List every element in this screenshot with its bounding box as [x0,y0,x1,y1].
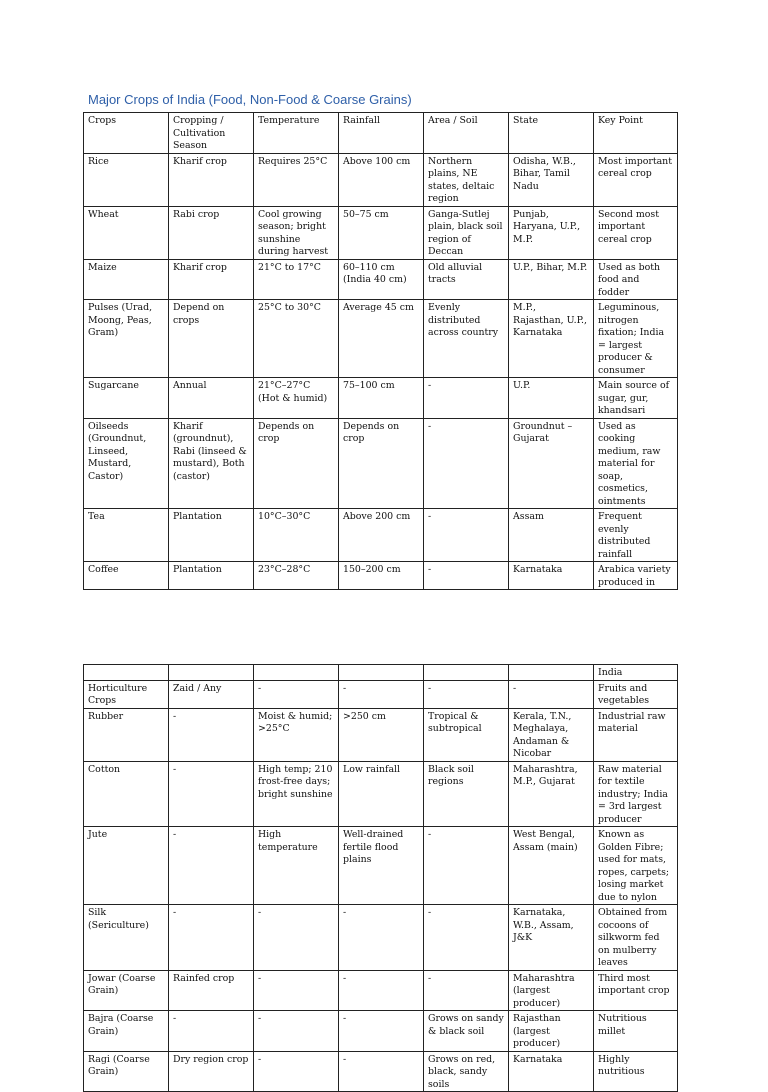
table-cell: Annual [169,378,254,419]
table-cell: Third most important crop [594,970,678,1011]
table-cell: Jowar (Coarse Grain) [84,970,169,1011]
table-row [84,970,678,1011]
table-row [84,665,678,681]
table-cell: - [339,1011,424,1052]
table-cell: - [424,680,509,708]
table-row [84,708,678,761]
table-cell: Plantation [169,562,254,590]
table-cell: Leguminous, nitrogen fixation; India = largest producer & consumer [594,300,678,378]
table-cell: Maharashtra, M.P., Gujarat [509,761,594,827]
table-cell: Depend on crops [169,300,254,378]
table-cell: Nutritious millet [594,1011,678,1052]
table-row [84,300,678,378]
table-cell [254,665,339,681]
table-cell: - [424,378,509,419]
table-cell: High temperature [254,827,339,905]
table-row [84,761,678,827]
crops-table-page2 [83,664,678,1092]
table-cell: - [254,1011,339,1052]
table-cell: West Bengal, Assam (main) [509,827,594,905]
table-cell: Zaid / Any [169,680,254,708]
table-row [84,418,678,509]
table-cell: Rice [84,153,169,206]
table-row [84,680,678,708]
table-cell: - [169,708,254,761]
table-row [84,153,678,206]
table-cell: Wheat [84,206,169,259]
table-cell: - [254,970,339,1011]
table-cell: - [254,680,339,708]
table-cell: Used as both food and fodder [594,259,678,300]
table-cell: Groundnut – Gujarat [509,418,594,509]
table-cell: M.P., Rajasthan, U.P., Karnataka [509,300,594,378]
table-cell: - [339,970,424,1011]
table-cell: Most important cereal crop [594,153,678,206]
table-cell: 25°C to 30°C [254,300,339,378]
table-cell: Evenly distributed across country [424,300,509,378]
table-cell: Dry region crop [169,1051,254,1092]
table-cell: - [254,1051,339,1092]
table-cell: - [509,680,594,708]
table-cell: 23°C–28°C [254,562,339,590]
table-cell: Maharashtra (largest producer) [509,970,594,1011]
table-cell: Temperature [254,113,339,154]
table-cell: - [169,761,254,827]
table-cell: Sugarcane [84,378,169,419]
table-cell: Coffee [84,562,169,590]
table-cell: - [424,562,509,590]
table-cell: >250 cm [339,708,424,761]
table-cell: Karnataka, W.B., Assam, J&K [509,905,594,971]
table-cell: Frequent evenly distributed rainfall [594,509,678,562]
table-cell: Grows on red, black, sandy soils [424,1051,509,1092]
table-cell: State [509,113,594,154]
table-cell: Second most important cereal crop [594,206,678,259]
table-cell: - [424,970,509,1011]
table-cell: U.P., Bihar, M.P. [509,259,594,300]
table-cell: Arabica variety produced in [594,562,678,590]
table-row [84,259,678,300]
table-cell: 21°C to 17°C [254,259,339,300]
table-cell: Area / Soil [424,113,509,154]
table-cell: Fruits and vegetables [594,680,678,708]
table-row [84,562,678,590]
table-cell: Bajra (Coarse Grain) [84,1011,169,1052]
table-cell: High temp; 210 frost-free days; bright sunshine [254,761,339,827]
table-cell: Requires 25°C [254,153,339,206]
table-cell: Rainfall [339,113,424,154]
table-row [84,378,678,419]
table-cell: 50–75 cm [339,206,424,259]
table-cell: Maize [84,259,169,300]
table-cell: Above 200 cm [339,509,424,562]
table-cell: Oilseeds (Groundnut, Linseed, Mustard, Castor) [84,418,169,509]
table-cell: Pulses (Urad, Moong, Peas, Gram) [84,300,169,378]
table-cell: - [339,905,424,971]
table-cell: 150–200 cm [339,562,424,590]
table-cell: Karnataka [509,562,594,590]
table-cell: Obtained from cocoons of silkworm fed on mulberry leaves [594,905,678,971]
table-cell [424,665,509,681]
table-cell: Cotton [84,761,169,827]
table-cell: Kharif crop [169,259,254,300]
table-cell: - [424,905,509,971]
table-cell: Jute [84,827,169,905]
table-cell: Crops [84,113,169,154]
table-cell: - [424,827,509,905]
table-cell: Industrial raw material [594,708,678,761]
table-cell: Rubber [84,708,169,761]
table-cell: - [339,680,424,708]
table-cell: - [254,905,339,971]
table-cell: 60–110 cm (India 40 cm) [339,259,424,300]
table-header-row [84,113,678,154]
table-cell: Depends on crop [254,418,339,509]
table-cell: Kharif (groundnut), Rabi (linseed & mustard), Both (castor) [169,418,254,509]
table-row [84,905,678,971]
table-cell: Average 45 cm [339,300,424,378]
table-cell: Ragi (Coarse Grain) [84,1051,169,1092]
table-cell: 21°C–27°C (Hot & humid) [254,378,339,419]
table-cell: Karnataka [509,1051,594,1092]
table-cell: Cropping / Cultivation Season [169,113,254,154]
table-row [84,206,678,259]
table-cell: Kerala, T.N., Meghalaya, Andaman & Nicobar [509,708,594,761]
table-cell: Main source of sugar, gur, khandsari [594,378,678,419]
table-cell: - [169,827,254,905]
table-cell: Old alluvial tracts [424,259,509,300]
table-cell: - [424,509,509,562]
document-title: Major Crops of India (Food, Non-Food & Coarse Grains) [88,92,412,107]
table-cell: Ganga-Sutlej plain, black soil region of Deccan [424,206,509,259]
table-cell: Above 100 cm [339,153,424,206]
table-cell: Tea [84,509,169,562]
table-cell: Key Point [594,113,678,154]
table-cell: Black soil regions [424,761,509,827]
table-cell: U.P. [509,378,594,419]
table-cell: Highly nutritious [594,1051,678,1092]
table-cell: Rajasthan (largest producer) [509,1011,594,1052]
table-cell: Punjab, Haryana, U.P., M.P. [509,206,594,259]
table-cell: Assam [509,509,594,562]
table-cell: Depends on crop [339,418,424,509]
table-cell: Rabi crop [169,206,254,259]
table-cell: Rainfed crop [169,970,254,1011]
table-cell: Known as Golden Fibre; used for mats, ropes, carpets; losing market due to nylon [594,827,678,905]
table-row [84,1011,678,1052]
table-cell: - [424,418,509,509]
table-cell: Well-drained fertile flood plains [339,827,424,905]
table-cell: Odisha, W.B., Bihar, Tamil Nadu [509,153,594,206]
table-cell [509,665,594,681]
table-cell: Silk (Sericulture) [84,905,169,971]
table-cell: - [169,1011,254,1052]
table-cell: 75–100 cm [339,378,424,419]
table-cell [339,665,424,681]
table-row [84,509,678,562]
table-cell: Moist & humid; >25°C [254,708,339,761]
table-cell: Plantation [169,509,254,562]
table-cell: Cool growing season; bright sunshine during harvest [254,206,339,259]
table-cell: Grows on sandy & black soil [424,1011,509,1052]
table-cell: Tropical & subtropical [424,708,509,761]
table-cell [84,665,169,681]
table-cell: Kharif crop [169,153,254,206]
crops-table-page1 [83,112,678,590]
table-row [84,827,678,905]
table-cell: 10°C–30°C [254,509,339,562]
table-cell: - [339,1051,424,1092]
table-cell: - [169,905,254,971]
table-cell: Horticulture Crops [84,680,169,708]
table-cell: Low rainfall [339,761,424,827]
table-row [84,1051,678,1092]
table-cell: Raw material for textile industry; India = 3rd largest producer [594,761,678,827]
table-cell: India [594,665,678,681]
table-cell: Northern plains, NE states, deltaic region [424,153,509,206]
table-cell: Used as cooking medium, raw material for soap, cosmetics, ointments [594,418,678,509]
table-cell [169,665,254,681]
